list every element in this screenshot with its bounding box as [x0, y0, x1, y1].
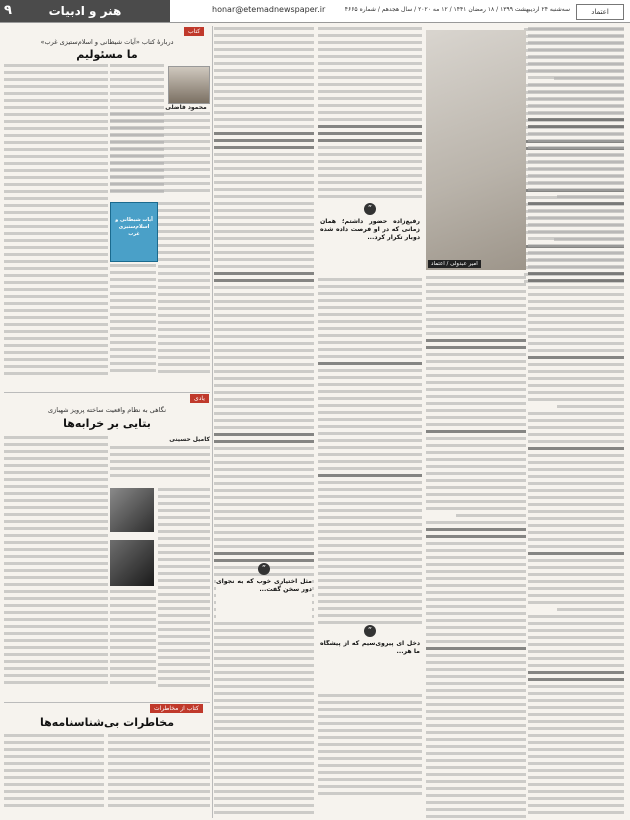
page-number: ۹	[4, 3, 12, 18]
left-top-col-d	[158, 202, 210, 388]
left-middle-kicker: نگاهی به نظام واقعیت ساخته پرویز شهبازی	[47, 406, 167, 414]
section-tag-memory: یادی	[190, 394, 209, 403]
quote-mark-icon-2: ”	[364, 625, 376, 637]
author-avatar	[168, 66, 210, 104]
film-still-1	[110, 488, 154, 532]
left-bottom-col-a	[4, 734, 104, 816]
book-cover	[110, 202, 158, 262]
left-middle-col-d	[110, 590, 156, 698]
photograph	[426, 30, 526, 270]
website-link[interactable]: honar@etemadnewspaper.ir	[212, 5, 326, 14]
column-2	[426, 276, 526, 818]
newspaper-logo: اعتماد	[576, 4, 624, 20]
section-title: هنر و ادبیات	[48, 4, 122, 18]
left-top-col-a	[4, 64, 108, 384]
left-top-headline: ما مسئولیم	[76, 48, 138, 61]
left-bottom-headline: مخاطرات بی‌شناسنامه‌ها	[39, 716, 175, 729]
left-middle-col-c	[158, 488, 210, 698]
quote-mark-icon: ”	[364, 203, 376, 215]
left-top-col-c	[110, 112, 210, 200]
quote-mark-icon-3: ”	[258, 563, 270, 575]
photo-caption: امیر عبدولی / اعتماد	[428, 260, 481, 268]
column-1	[528, 27, 624, 818]
section-divider-2	[4, 702, 210, 703]
film-still-2	[110, 540, 154, 586]
left-top-col-e	[110, 264, 156, 388]
section-tag-bottom: کتاب از مخاطرات	[150, 704, 203, 713]
left-middle-author: کامیل حسینی	[169, 436, 210, 443]
pull-quote-3: دخل ای پیروی‌سیم که از پیشگاه ما هر...	[320, 640, 420, 655]
section-tag-book: کتاب	[184, 27, 204, 36]
left-middle-headline: بتایی بر خرابه‌ها	[63, 417, 151, 430]
column-3-bottom	[318, 694, 422, 818]
left-middle-col-b	[110, 446, 210, 486]
left-middle-col-a	[4, 436, 108, 698]
pull-quote-2: مثل اختیاری خوب که به نجوای دور سخن گفت...	[216, 578, 312, 622]
column-divider	[212, 26, 213, 818]
book-cover-title: آیات شیطانی و اسلام‌ستیزی غرب	[115, 217, 153, 237]
left-top-kicker: دربارهٔ کتاب «آیات شیطانی و اسلام‌ستیزی غرب»	[40, 38, 174, 46]
pull-quote-1: رفیع‌زاده حضور داشتم؛ همان زمانی که در او فرصت داده شده دوبار تکرار کرد...	[320, 218, 420, 241]
section-divider-1	[4, 392, 210, 393]
section-title-bar	[0, 0, 170, 22]
author-name: محمود فاضلی	[165, 104, 207, 111]
left-bottom-col-b	[108, 734, 210, 816]
column-4	[214, 27, 314, 818]
page-header	[0, 0, 630, 23]
issue-info: سه‌شنبه ۲۴ اردیبهشت ۱۳۹۹ / ۱۸ رمضان ۱۴۴۱ / ۱۲ مه ۲۰۲۰ / سال هجدهم / شماره ۴۶۶۵	[344, 6, 570, 13]
